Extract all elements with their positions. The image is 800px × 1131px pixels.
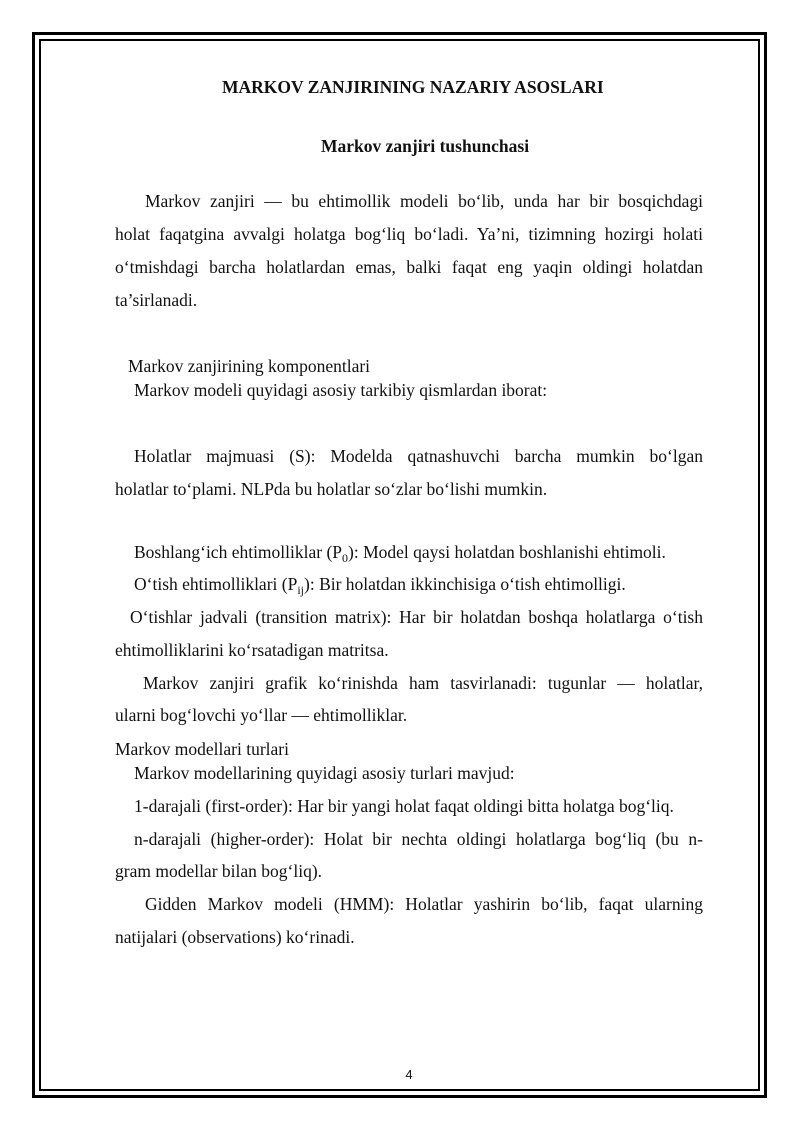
types-intro: Markov modellarining quyidagi asosiy turlari mavjud:: [134, 763, 515, 783]
page-number: 4: [405, 1067, 413, 1082]
list-item-hmm: Gidden Markov modeli (HMM): Holatlar yashirin bo‘lib, faqat ularning: [145, 894, 703, 914]
list-item-higher-order: n-darajali (higher-order): Holat bir nechta oldingi holatlarga bog‘liq (bu n-: [134, 829, 703, 849]
list-item-first-order: 1-darajali (first-order): Har bir yangi holat faqat oldingi bitta holatga bog‘liq.: [134, 796, 674, 816]
list-item-states-cont: holatlar to‘plami. NLPda bu holatlar so‘zlar bo‘lishi mumkin.: [115, 479, 548, 499]
list-item-matrix: O‘tishlar jadvali (transition matrix): Har bir holatdan boshqa holatlarga o‘tish: [130, 607, 703, 627]
paragraph-graphic: Markov zanjiri grafik ko‘rinishda ham tasvirlanadi: tugunlar — holatlar,: [143, 673, 703, 693]
paragraph-line: holat faqatgina avvalgi holatga bog‘liq bo‘ladi. Ya’ni, tizimning hozirgi holati: [115, 224, 703, 244]
paragraph-line: o‘tmishdagi barcha holatlardan emas, balki faqat eng yaqin oldingi holatdan: [115, 257, 703, 277]
list-item-states: Holatlar majmuasi (S): Modelda qatnashuvchi barcha mumkin bo‘lgan: [134, 446, 703, 466]
paragraph-line: Markov zanjiri — bu ehtimollik modeli bo‘lib, unda har bir bosqichdagi: [145, 191, 703, 211]
paragraph-graphic-cont: ularni bog‘lovchi yo‘llar — ehtimolliklar.: [115, 705, 408, 725]
list-item-higher-order-cont: gram modellar bilan bog‘liq).: [115, 861, 323, 881]
list-item-initial: Boshlang‘ich ehtimolliklar $(P_0)$: Model qaysi holatdan boshlanishi ehtimoli.: [134, 542, 666, 565]
list-item-transition: O‘tish ehtimolliklari $(P_{ij})$: Bir holatdan ikkinchisiga o‘tish ehtimolligi.: [134, 574, 626, 597]
components-intro: Markov modeli quyidagi asosiy tarkibiy qismlardan iborat:: [134, 380, 548, 400]
types-heading: Markov modellari turlari: [115, 739, 289, 759]
components-heading: Markov zanjirining komponentlari: [128, 356, 371, 376]
list-item-matrix-cont: ehtimolliklarini ko‘rsatadigan matritsa.: [115, 640, 389, 660]
section-subtitle: Markov zanjiri tushunchasi: [321, 136, 530, 156]
paragraph-line: ta’sirlanadi.: [115, 290, 198, 310]
page-title: MARKOV ZANJIRINING NAZARIY ASOSLARI: [222, 77, 604, 97]
list-item-hmm-cont: natijalari (observations) ko‘rinadi.: [115, 927, 355, 947]
